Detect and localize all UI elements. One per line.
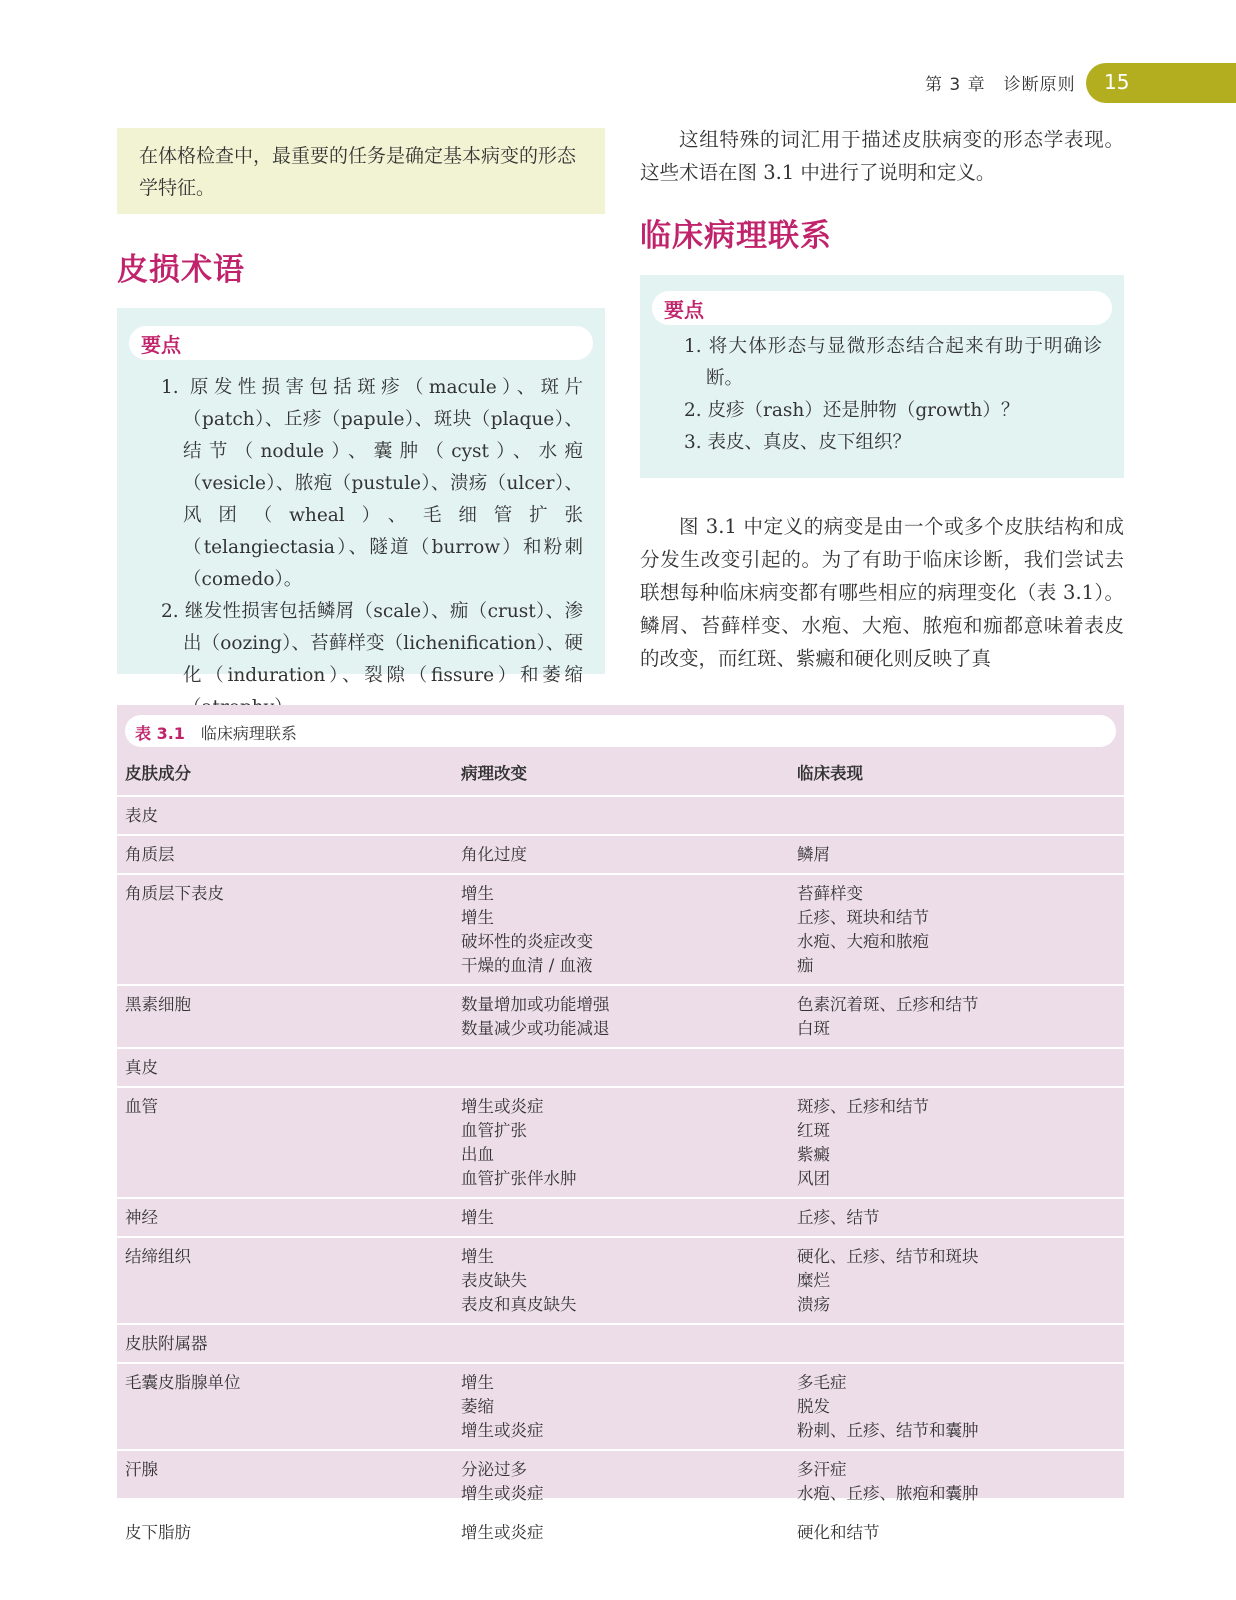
table-caption (135, 721, 297, 744)
keypoints-box-right (640, 275, 1124, 478)
table-cell-component (117, 1513, 453, 1552)
cell-line: 数量增加或功能增强 (461, 995, 610, 1014)
cell-line: 紫癜 (797, 1145, 830, 1164)
table-cell-clinical (789, 1087, 1124, 1198)
cell-line: 苔藓样变 (797, 884, 863, 903)
page-number: 15 (1104, 70, 1130, 94)
table-title: 临床病理联系 (200, 724, 297, 743)
chapter-number: 第 3 章 (925, 75, 986, 95)
keypoints-title: 要点 (141, 333, 181, 357)
cell-line: 表皮和真皮缺失 (461, 1295, 577, 1314)
table-section-label: 真皮 (117, 1048, 1124, 1087)
running-header (925, 70, 1076, 95)
cell-line: 增生 (461, 1247, 494, 1266)
table-row (117, 1198, 1124, 1237)
cell-line: 水疱、丘疹、脓疱和囊肿 (797, 1484, 979, 1503)
table-row (117, 874, 1124, 985)
cell-line: 汗腺 (125, 1460, 158, 1479)
table-cell-clinical (789, 1363, 1124, 1450)
cell-line: 红斑 (797, 1121, 830, 1140)
column-header-clinical: 临床表现 (789, 753, 1124, 796)
table-cell-clinical (789, 985, 1124, 1048)
highlight-note (117, 128, 605, 214)
cell-line: 神经 (125, 1208, 158, 1227)
cell-line: 分泌过多 (461, 1460, 527, 1479)
table-cell-pathology (453, 1513, 789, 1552)
table-cell-clinical (789, 1513, 1124, 1552)
cell-line: 结缔组织 (125, 1247, 191, 1266)
table-row (117, 835, 1124, 874)
table-cell-pathology (453, 985, 789, 1048)
chapter-title: 诊断原则 (1003, 75, 1076, 95)
keypoints-title: 要点 (664, 298, 704, 322)
cell-line: 出血 (461, 1145, 494, 1164)
table-row (117, 1087, 1124, 1198)
section-title-lesion-terms: 皮损术语 (117, 252, 245, 288)
keypoint-item: 2. 皮疹（rash）还是肿物（growth）？ (684, 400, 1020, 421)
cell-line: 皮下脂肪 (125, 1523, 191, 1542)
cell-line: 水疱、大疱和脓疱 (797, 932, 929, 951)
table-3-1 (117, 705, 1124, 1542)
cell-line: 干燥的血清 / 血液 (461, 956, 593, 975)
table-cell-clinical (789, 1198, 1124, 1237)
clinicopathologic-table (117, 753, 1124, 1553)
cell-line: 增生 (461, 884, 494, 903)
cell-line: 溃疡 (797, 1295, 830, 1314)
cell-line: 毛囊皮脂腺单位 (125, 1373, 241, 1392)
cell-line: 角化过度 (461, 845, 527, 864)
cell-line: 硬化和结节 (797, 1523, 880, 1542)
cell-line: 白斑 (797, 1019, 830, 1038)
table-caption-bar (125, 715, 1116, 747)
column-header-component: 皮肤成分 (117, 753, 453, 796)
cell-line: 风团 (797, 1169, 830, 1188)
table-row (117, 1450, 1124, 1513)
table-cell-clinical (789, 1237, 1124, 1324)
cell-line: 增生或炎症 (461, 1097, 544, 1116)
cell-line: 破坏性的炎症改变 (461, 932, 593, 951)
table-cell-clinical (789, 1450, 1124, 1513)
table-section-row (117, 1324, 1124, 1363)
body-paragraph: 图 3.1 中定义的病变是由一个或多个皮肤结构和成分发生改变引起的。为了有助于临床诊断，我们尝试去联想每种临床病变都有哪些相应的病理变化（表 3.1）。鳞屑、苔藓样变、水疱、大疱、脓疱和痂都意味着表皮的改变，而红斑、紫癜和硬化则反映了真 (640, 515, 1124, 670)
table-section-row (117, 796, 1124, 835)
table-cell-component (117, 1237, 453, 1324)
keypoints-header (652, 291, 1112, 325)
section-title-clinicopathologic: 临床病理联系 (640, 218, 832, 254)
table-cell-component (117, 874, 453, 985)
table-section-label: 皮肤附属器 (117, 1324, 1124, 1363)
cell-line: 脱发 (797, 1397, 830, 1416)
table-header-row (117, 753, 1124, 796)
table-cell-clinical (789, 835, 1124, 874)
cell-line: 增生 (461, 1373, 494, 1392)
cell-line: 斑疹、丘疹和结节 (797, 1097, 929, 1116)
table-cell-pathology (453, 1450, 789, 1513)
table-row (117, 1513, 1124, 1552)
cell-line: 角质层 (125, 845, 175, 864)
cell-line: 增生或炎症 (461, 1523, 544, 1542)
cell-line: 增生或炎症 (461, 1421, 544, 1440)
table-cell-pathology (453, 1198, 789, 1237)
highlight-note-text: 在体格检查中，最重要的任务是确定基本病变的形态学特征。 (139, 145, 577, 199)
cell-line: 多毛症 (797, 1373, 847, 1392)
table-cell-pathology (453, 1363, 789, 1450)
page-number-tab (1086, 63, 1236, 103)
table-cell-component (117, 1198, 453, 1237)
table-cell-clinical (789, 874, 1124, 985)
keypoints-list (684, 331, 1102, 459)
keypoints-list (161, 372, 583, 724)
table-cell-component (117, 1087, 453, 1198)
table-cell-component (117, 835, 453, 874)
keypoint-item: 2. 继发性损害包括鳞屑（scale）、痂（crust）、渗出（oozing）、苔藓样变（lichenification）、硬化（induration）、裂隙（fissure）和萎缩 (161, 601, 583, 686)
cell-line: 丘疹、结节 (797, 1208, 880, 1227)
cell-line: 增生或炎症 (461, 1484, 544, 1503)
table-row (117, 1237, 1124, 1324)
cell-line: 血管 (125, 1097, 158, 1116)
keypoint-item: 3. 表皮、真皮、皮下组织？ (684, 432, 912, 453)
cell-line: 糜烂 (797, 1271, 830, 1290)
table-cell-component (117, 1450, 453, 1513)
cell-line: 血管扩张伴水肿 (461, 1169, 577, 1188)
table-section-row (117, 1048, 1124, 1087)
cell-line: 多汗症 (797, 1460, 847, 1479)
keypoints-box-left (117, 308, 605, 686)
table-cell-component (117, 1363, 453, 1450)
cell-line: 丘疹、斑块和结节 (797, 908, 929, 927)
cell-line: 数量减少或功能减退 (461, 1019, 610, 1038)
table-row (117, 985, 1124, 1048)
intro-paragraph: 这组特殊的词汇用于描述皮肤病变的形态学表现。这些术语在图 3.1 中进行了说明和定义。 (640, 128, 1124, 184)
table-cell-pathology (453, 835, 789, 874)
table-section-label: 表皮 (117, 796, 1124, 835)
cell-line: 色素沉着斑、丘疹和结节 (797, 995, 979, 1014)
table-cell-pathology (453, 1237, 789, 1324)
keypoint-item: 1. 原发性损害包括斑疹（macule）、斑片（patch）、丘疹（papule）、斑块（plaque）、结节（nodule）、囊肿（cyst）、水疱（vesicle）、脓疱（pustule）、溃疡（ulcer）、风团（wheal）、毛细管扩张（telangiectasia）、隧道（burrow）和粉刺（comedo）。 (161, 377, 583, 590)
keypoint-item: 1. 将大体形态与显微形态结合起来有助于明确诊断。 (684, 336, 1102, 389)
cell-line: 硬化、丘疹、结节和斑块 (797, 1247, 979, 1266)
table-cell-component (117, 985, 453, 1048)
cell-line: 鳞屑 (797, 845, 830, 864)
cell-line: 角质层下表皮 (125, 884, 224, 903)
table-cell-pathology (453, 874, 789, 985)
cell-line: 萎缩 (461, 1397, 494, 1416)
cell-line: 粉刺、丘疹、结节和囊肿 (797, 1421, 979, 1440)
table-number: 表 3.1 (135, 724, 185, 743)
cell-line: 黑素细胞 (125, 995, 191, 1014)
table-row (117, 1363, 1124, 1450)
column-header-pathology: 病理改变 (453, 753, 789, 796)
cell-line: 血管扩张 (461, 1121, 527, 1140)
table-body (117, 796, 1124, 1552)
table-cell-pathology (453, 1087, 789, 1198)
keypoints-header (129, 326, 593, 360)
cell-line: 增生 (461, 1208, 494, 1227)
cell-line: 表皮缺失 (461, 1271, 527, 1290)
cell-line: 痂 (797, 956, 814, 975)
cell-line: 增生 (461, 908, 494, 927)
